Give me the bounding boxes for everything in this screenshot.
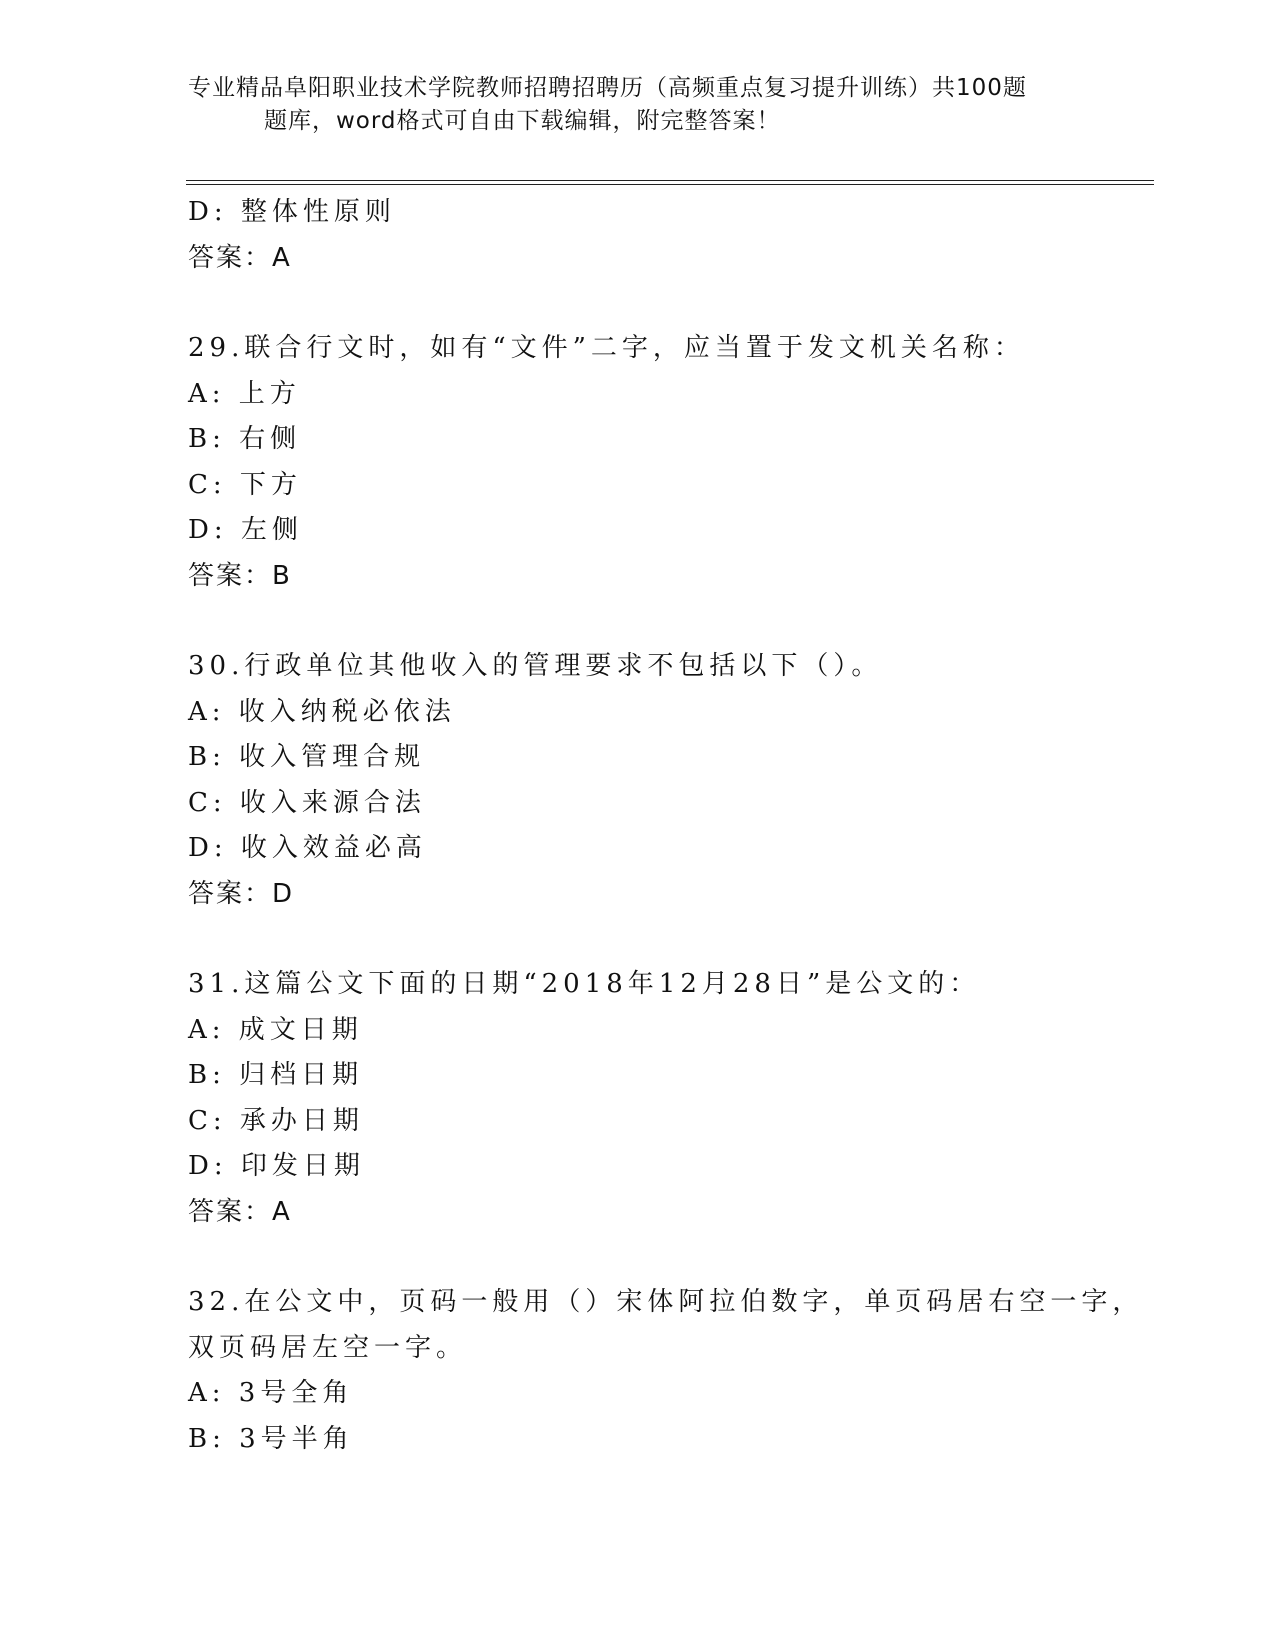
prev-option-d: D: 整体性原则: [188, 197, 396, 227]
header-rule-top: [186, 180, 1154, 181]
option-d: D: 印发日期: [188, 1151, 365, 1181]
option-b: B: 归档日期: [188, 1060, 364, 1090]
option-a: A: 3号全角: [188, 1378, 354, 1408]
question-stem-line-2: 双页码居左空一字。: [188, 1332, 468, 1363]
question-stem-line-1: 32.在公文中，页码一般用（）宋体阿拉伯数字，单页码居右空一字，: [188, 1287, 1144, 1317]
answer: 答案：A: [188, 1196, 292, 1227]
option-c: C: 收入来源合法: [188, 787, 426, 818]
answer: 答案：D: [188, 878, 295, 909]
answer: 答案：B: [188, 560, 292, 591]
question-stem: 31.这篇公文下面的日期“2018年12月28日”是公文的：: [188, 969, 981, 999]
document-header: [188, 72, 1068, 138]
header-line-1: 专业精品阜阳职业技术学院教师招聘招聘历（高频重点复习提升训练）共100题: [188, 75, 1027, 101]
option-a: A: 收入纳税必依法: [188, 696, 456, 727]
header-line-2: 题库，word格式可自由下载编辑，附完整答案！: [264, 108, 781, 134]
option-b: B: 右侧: [188, 424, 302, 454]
question-content: [188, 190, 1144, 1462]
option-c: C: 下方: [188, 469, 302, 500]
prev-answer: 答案：A: [188, 242, 292, 273]
option-b: B: 收入管理合规: [188, 742, 426, 772]
question-32: [188, 1280, 1144, 1462]
question-31: [188, 962, 1088, 1235]
question-stem: 30.行政单位其他收入的管理要求不包括以下（）。: [188, 651, 883, 681]
option-c: C: 承办日期: [188, 1105, 364, 1136]
question-29: [188, 326, 1088, 599]
option-a: A: 上方: [188, 378, 301, 409]
question-stem: 29.联合行文时，如有“文件”二字，应当置于发文机关名称：: [188, 333, 1025, 363]
question-30: [188, 644, 1088, 917]
option-d: D: 左侧: [188, 515, 303, 545]
option-d: D: 收入效益必高: [188, 833, 427, 863]
header-rule-bottom: [186, 184, 1154, 185]
option-a: A: 成文日期: [188, 1014, 363, 1045]
option-b: B: 3号半角: [188, 1423, 354, 1454]
